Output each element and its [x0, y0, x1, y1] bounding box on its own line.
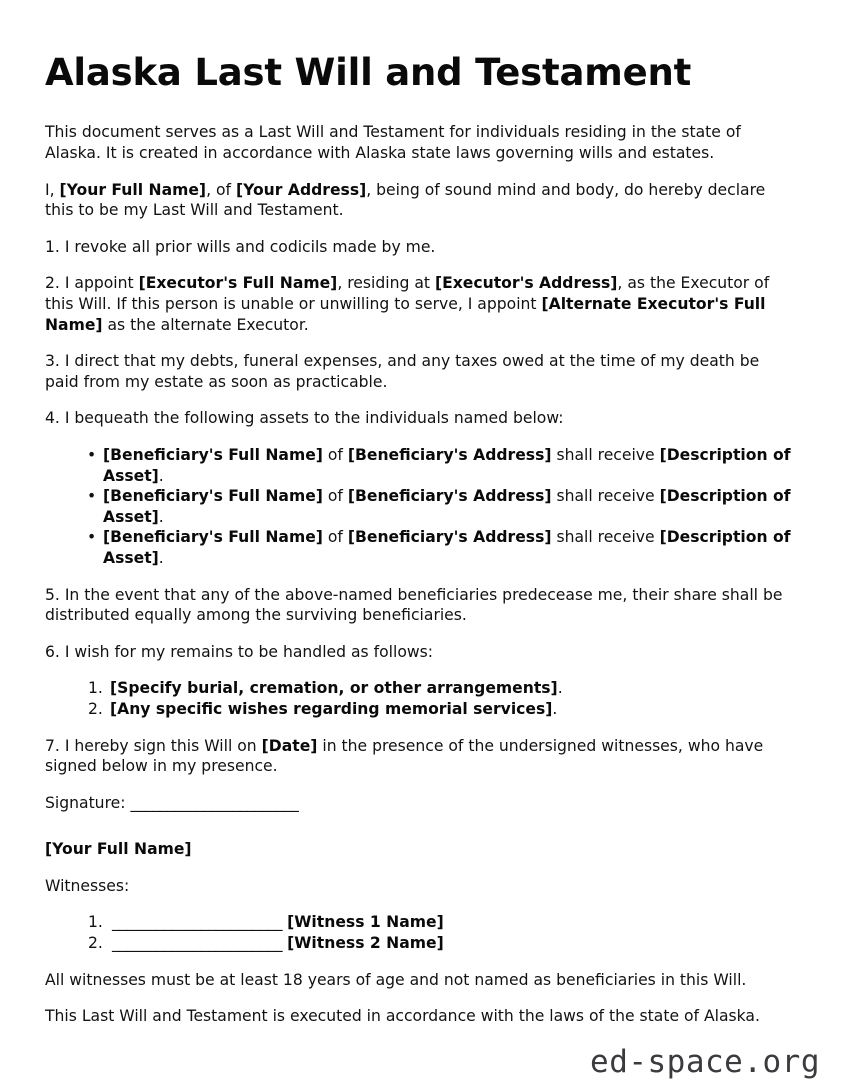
list-item — [88, 912, 791, 933]
remains-list — [45, 678, 791, 719]
beneficiary-name-placeholder: [Beneficiary's Full Name] — [103, 528, 323, 547]
witness-signature-line: _______________________ — [112, 913, 283, 932]
list-item — [87, 445, 791, 486]
declaration-suffix: , being of sound mind and body, do hereby declare this to be my Last Will and Testament. — [45, 180, 766, 220]
alternate-executor-placeholder: [Alternate Executor's Full Name] — [45, 295, 766, 334]
signature-label: Signature: — [45, 793, 131, 812]
closing-paragraph: This Last Will and Testament is executed in accordance with the laws of the state of Alaska. — [45, 1007, 760, 1026]
clause-7-part-2: in the presence of the undersigned witnesses, who have signed below in my presence. — [45, 736, 764, 776]
signature-line: _______________________ — [130, 793, 299, 812]
clause-4: 4. I bequeath the following assets to the individuals named below: — [45, 409, 564, 428]
bequest-list — [45, 445, 791, 569]
asset-description-placeholder: [Description of Asset] — [103, 487, 791, 526]
signature-row — [45, 793, 791, 814]
witness-2-name-placeholder: [Witness 2 Name] — [287, 934, 444, 953]
signature-spacer — [45, 829, 791, 839]
beneficiary-address-placeholder: [Beneficiary's Address] — [347, 445, 552, 464]
date-placeholder: [Date] — [261, 736, 318, 755]
bequest-terminator: . — [158, 466, 164, 485]
beneficiary-name-placeholder: [Beneficiary's Full Name] — [103, 445, 323, 464]
declaration-paragraph — [45, 180, 791, 221]
bequest-connector-1: of — [322, 445, 348, 464]
page-title: Alaska Last Will and Testament — [45, 51, 692, 94]
witness-signature-line: _______________________ — [112, 934, 283, 953]
bequest-connector-1: of — [322, 528, 348, 547]
remains-terminator: . — [552, 699, 558, 718]
clause-3: 3. I direct that my debts, funeral expenses, and any taxes owed at the time of my death be paid from my estate as soon as practicable. — [45, 352, 760, 391]
list-item — [87, 486, 791, 527]
list-item — [88, 699, 791, 720]
your-full-name-placeholder: [Your Full Name] — [59, 180, 207, 199]
witness-1-name-placeholder: [Witness 1 Name] — [287, 913, 444, 932]
document-body — [45, 52, 791, 1027]
asset-description-placeholder: [Description of Asset] — [103, 445, 791, 485]
witness-requirement-note: All witnesses must be at least 18 years of age and not named as beneficiaries in this Will. — [45, 970, 747, 989]
bequest-terminator: . — [158, 507, 164, 526]
list-item — [88, 933, 791, 954]
intro-paragraph: This document serves as a Last Will and Testament for individuals residing in the state of Alaska. It is created in accordance with Alaska state laws governing wills and estates. — [45, 123, 741, 163]
clause-2-part-3: , as the Executor of this Will. If this person is unable or unwilling to serve, I appoint — [45, 274, 770, 313]
site-watermark: ed-space.org — [590, 1044, 820, 1080]
bequest-connector-1: of — [322, 487, 348, 506]
memorial-services-placeholder: [Any specific wishes regarding memorial services] — [110, 699, 553, 718]
burial-arrangements-placeholder: [Specify burial, cremation, or other arrangements] — [110, 679, 558, 698]
clause-7-part-1: 7. I hereby sign this Will on — [45, 736, 262, 755]
your-address-placeholder: [Your Address] — [235, 180, 367, 199]
bequest-connector-2: shall receive — [551, 528, 660, 547]
clause-2 — [45, 273, 791, 335]
clause-7 — [45, 736, 791, 777]
clause-5: 5. In the event that any of the above-named beneficiaries predecease me, their share shall be distributed equally among the surviving beneficiaries. — [45, 585, 783, 625]
clause-2-part-1: 2. I appoint — [45, 274, 139, 293]
bequest-connector-2: shall receive — [551, 445, 660, 464]
asset-description-placeholder: [Description of Asset] — [103, 528, 791, 567]
list-item — [88, 678, 791, 699]
executor-address-placeholder: [Executor's Address] — [434, 274, 618, 293]
witness-list — [45, 912, 791, 953]
clause-6: 6. I wish for my remains to be handled as follows: — [45, 642, 433, 661]
declaration-prefix: I, — [45, 180, 60, 199]
beneficiary-name-placeholder: [Beneficiary's Full Name] — [103, 487, 323, 506]
clause-2-part-4: as the alternate Executor. — [102, 315, 309, 334]
executor-name-placeholder: [Executor's Full Name] — [138, 274, 338, 293]
beneficiary-address-placeholder: [Beneficiary's Address] — [347, 528, 552, 547]
bequest-connector-2: shall receive — [551, 487, 660, 506]
beneficiary-address-placeholder: [Beneficiary's Address] — [347, 487, 552, 506]
clause-2-part-2: , residing at — [337, 274, 435, 293]
bequest-terminator: . — [158, 548, 164, 567]
declaration-mid: , of — [206, 180, 236, 199]
remains-terminator: . — [557, 679, 563, 698]
list-item — [87, 527, 791, 568]
clause-1: 1. I revoke all prior wills and codicils made by me. — [45, 237, 436, 256]
signer-name: [Your Full Name] — [45, 840, 192, 859]
witnesses-heading: Witnesses: — [45, 876, 130, 895]
